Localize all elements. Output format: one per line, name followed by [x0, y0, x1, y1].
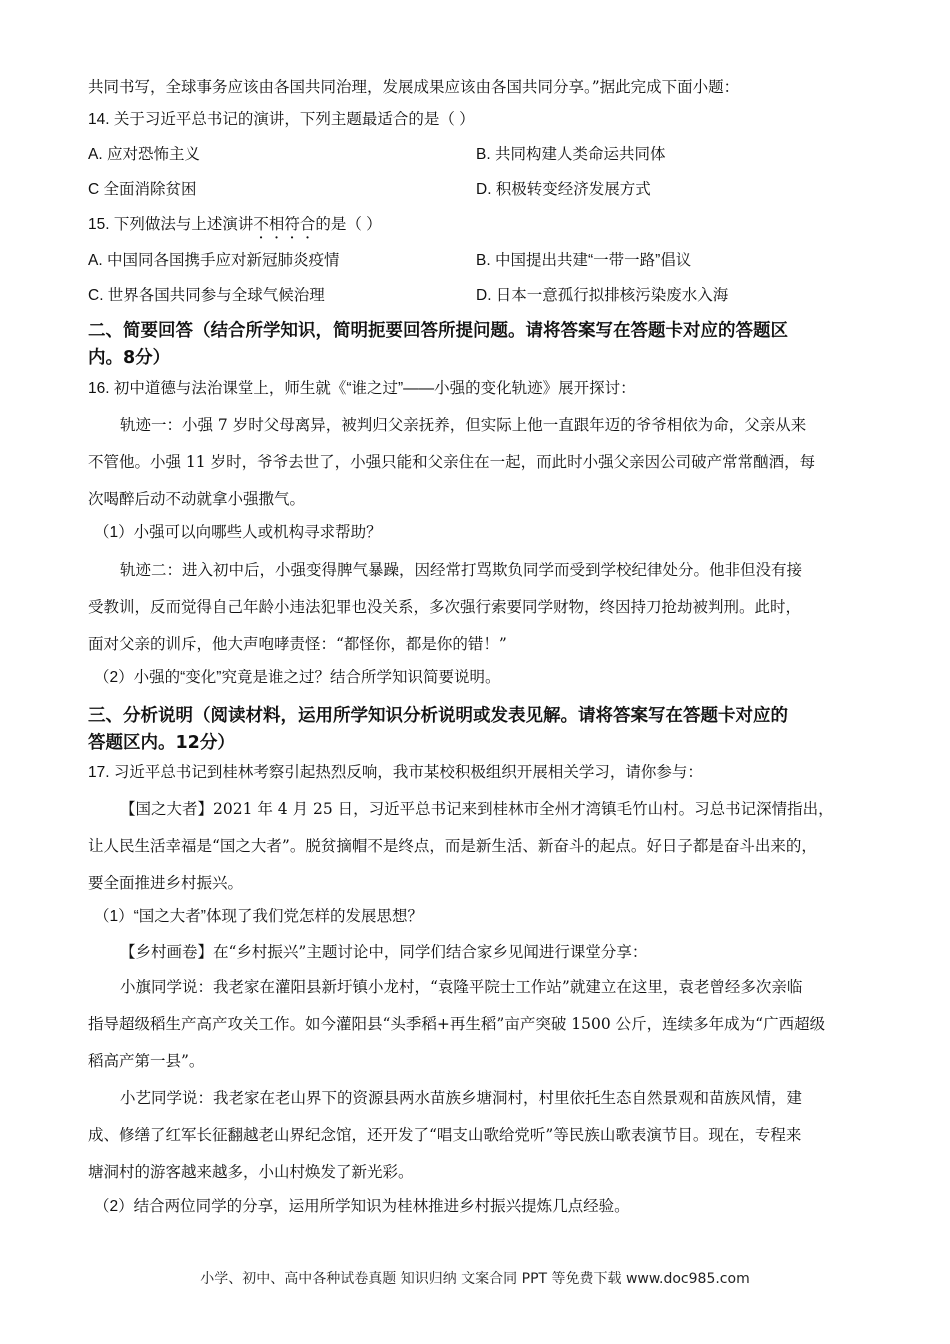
q15-stem-emphasis: 不相符合 — [253, 216, 316, 233]
q14-option-a: A. 应对恐怖主义 — [88, 146, 200, 163]
q16-stem: 16. 初中道德与法治课堂上，师生就《“谁之过”——小强的变化轨迹》展开探讨： — [88, 380, 636, 397]
intro-tail: 共同书写，全球事务应该由各国共同治理，发展成果应该由各国共同分享。”据此完成下面小题： — [88, 78, 740, 96]
q17-part1: （1）“国之大者”体现了我们党怎样的发展思想？ — [94, 908, 423, 925]
page-footer: 小学、初中、高中各种试卷真题 知识归纳 文案合同 PPT 等免费下载 www.doc985.com — [200, 1271, 750, 1287]
q17-material1-line3: 要全面推进乡村振兴。 — [88, 874, 244, 892]
q17-material1-line2: 让人民生活幸福是“国之大者”。脱贫摘帽不是终点，而是新生活、新奋斗的起点。好日子都是奋斗出来的， — [88, 837, 817, 855]
q17-material2-intro: 【乡村画卷】在“乡村振兴”主题讨论中，同学们结合家乡见闻进行课堂分享： — [120, 943, 648, 961]
q17-student2-line2: 成、修缮了红军长征翻越老山界纪念馆，还开发了“唱支山歌给党听”等民族山歌表演节目。现在，专程来 — [88, 1126, 802, 1144]
q16-track2-line2: 受教训，反而觉得自己年龄小违法犯罪也没关系，多次强行索要同学财物，终因持刀抢劫被判刑。此时， — [88, 598, 802, 616]
q17-student2-line1: 小艺同学说：我老家在老山界下的资源县两水苗族乡塘洞村，村里依托生态自然景观和苗族风情，建 — [120, 1089, 803, 1107]
q14-option-d: D. 积极转变经济发展方式 — [476, 181, 651, 198]
q15-option-b: B. 中国提出共建“一带一路”倡议 — [476, 252, 692, 269]
q17-student1-line1: 小旗同学说：我老家在灌阳县新圩镇小龙村，“袁隆平院士工作站”就建立在这里，袁老曾经多次亲临 — [120, 978, 803, 996]
q16-track1-line1: 轨迹一：小强 7 岁时父母离异，被判归父亲抚养，但实际上他一直跟年迈的爷爷相依为命，父亲从来 — [120, 416, 807, 434]
q15-stem — [88, 214, 382, 242]
q15-option-c: C. 世界各国共同参与全球气候治理 — [88, 287, 325, 304]
section2-heading-line1: 二、简要回答（结合所学知识，简明扼要回答所提问题。请将答案写在答题卡对应的答题区 — [88, 321, 788, 341]
section2-heading-line2: 内。8分） — [88, 348, 171, 368]
q16-track1-line2: 不管他。小强 11 岁时，爷爷去世了，小强只能和父亲住在一起，而此时小强父亲因公司破产常常酗酒，每 — [88, 453, 816, 471]
q16-track2-line1: 轨迹二：进入初中后，小强变得脾气暴躁，因经常打骂欺负同学而受到学校纪律处分。他非但没有接 — [120, 561, 803, 579]
section3-heading-line2: 答题区内。12分） — [88, 733, 235, 753]
q17-student1-line2: 指导超级稻生产高产攻关工作。如今灌阳县“头季稻+再生稻”亩产突破 1500 公斤，连续多年成为“广西超级 — [88, 1015, 826, 1033]
q16-track1-line3: 次喝醉后动不动就拿小强撒气。 — [88, 490, 306, 508]
q16-part1: （1）小强可以向哪些人或机构寻求帮助？ — [94, 524, 382, 541]
q14-option-c: C 全面消除贫困 — [88, 181, 197, 198]
q15-stem-post: 的是（ ） — [315, 216, 382, 233]
q16-track2-line3: 面对父亲的训斥，他大声咆哮责怪：“都怪你，都是你的错！” — [88, 635, 507, 653]
q15-stem-pre: 15. 下列做法与上述演讲 — [88, 216, 254, 233]
q16-part2: （2）小强的“变化”究竟是谁之过？结合所学知识简要说明。 — [94, 669, 501, 686]
q17-student2-line3: 塘洞村的游客越来越多，小山村焕发了新光彩。 — [88, 1163, 414, 1181]
q17-stem: 17. 习近平总书记到桂林考察引起热烈反响，我市某校积极组织开展相关学习，请你参与： — [88, 764, 703, 781]
section3-heading-line1: 三、分析说明（阅读材料，运用所学知识分析说明或发表见解。请将答案写在答题卡对应的 — [88, 706, 788, 726]
q17-student1-line3: 稻高产第一县”。 — [88, 1052, 205, 1070]
q14-option-b: B. 共同构建人类命运共同体 — [476, 146, 666, 163]
q15-option-d: D. 日本一意孤行拟排核污染废水入海 — [476, 287, 729, 304]
q15-option-a: A. 中国同各国携手应对新冠肺炎疫情 — [88, 252, 340, 269]
q17-material1-line1: 【国之大者】2021 年 4 月 25 日，习近平总书记来到桂林市全州才湾镇毛竹山村。习总书记深情指出， — [120, 800, 834, 818]
q14-stem: 14. 关于习近平总书记的演讲，下列主题最适合的是（ ） — [88, 111, 475, 128]
q17-part2: （2）结合两位同学的分享，运用所学知识为桂林推进乡村振兴提炼几点经验。 — [94, 1198, 630, 1215]
